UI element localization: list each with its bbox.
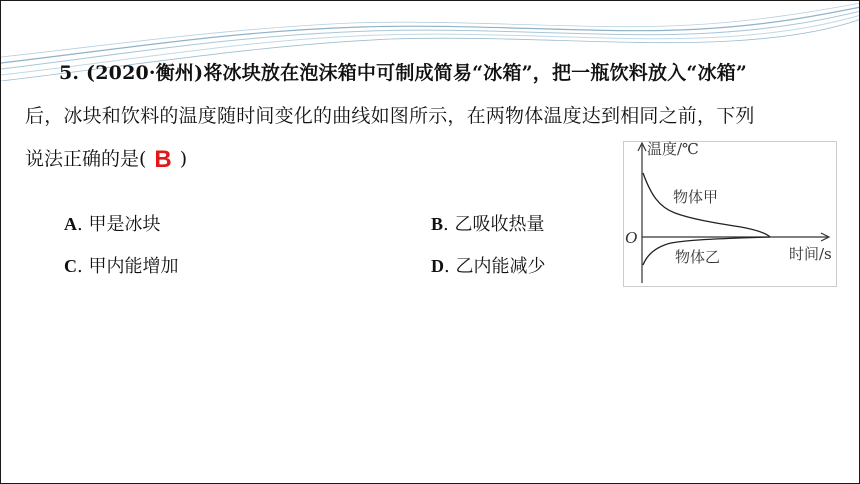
curve-lower-label: 物体乙 [675,248,721,266]
question-line-3-prefix: 说法正确的是( [25,148,147,170]
question-line-3 [25,146,188,173]
question-text-1: 5. (2020·衡州)将冰块放在泡沫箱中可制成简易“冰箱”，把一瓶饮料放入“冰箱” [59,62,748,84]
option-b-key: B [431,214,444,234]
option-d-text: 乙内能减少 [455,256,546,277]
temperature-time-graph [623,141,837,287]
origin-label: O [625,228,638,247]
option-b[interactable] [431,213,544,236]
option-c[interactable] [64,255,178,278]
option-a-text: 甲是冰块 [88,214,161,235]
option-b-text: 乙吸收热量 [454,214,545,235]
option-c-text: 甲内能增加 [88,256,179,277]
question-line-3-suffix: ) [179,148,188,170]
option-d[interactable] [431,255,545,278]
x-axis-label: 时间/s [789,245,832,263]
option-c-key: C [64,256,77,276]
option-c-sep: . [77,256,83,277]
option-d-sep: . [444,256,450,277]
option-d-key: D [431,256,444,276]
option-b-sep: . [443,214,449,235]
option-a[interactable] [64,213,160,236]
curve-upper-label: 物体甲 [673,188,719,206]
question-line-2: 后，冰块和饮料的温度随时间变化的曲线如图所示，在两物体温度达到相同之前，下列 [25,105,755,127]
option-a-sep: . [77,214,83,235]
option-a-key: A [64,214,77,234]
y-axis-label: 温度/℃ [647,141,699,158]
question-line-1 [59,62,747,84]
answer-mark: B [154,146,172,173]
